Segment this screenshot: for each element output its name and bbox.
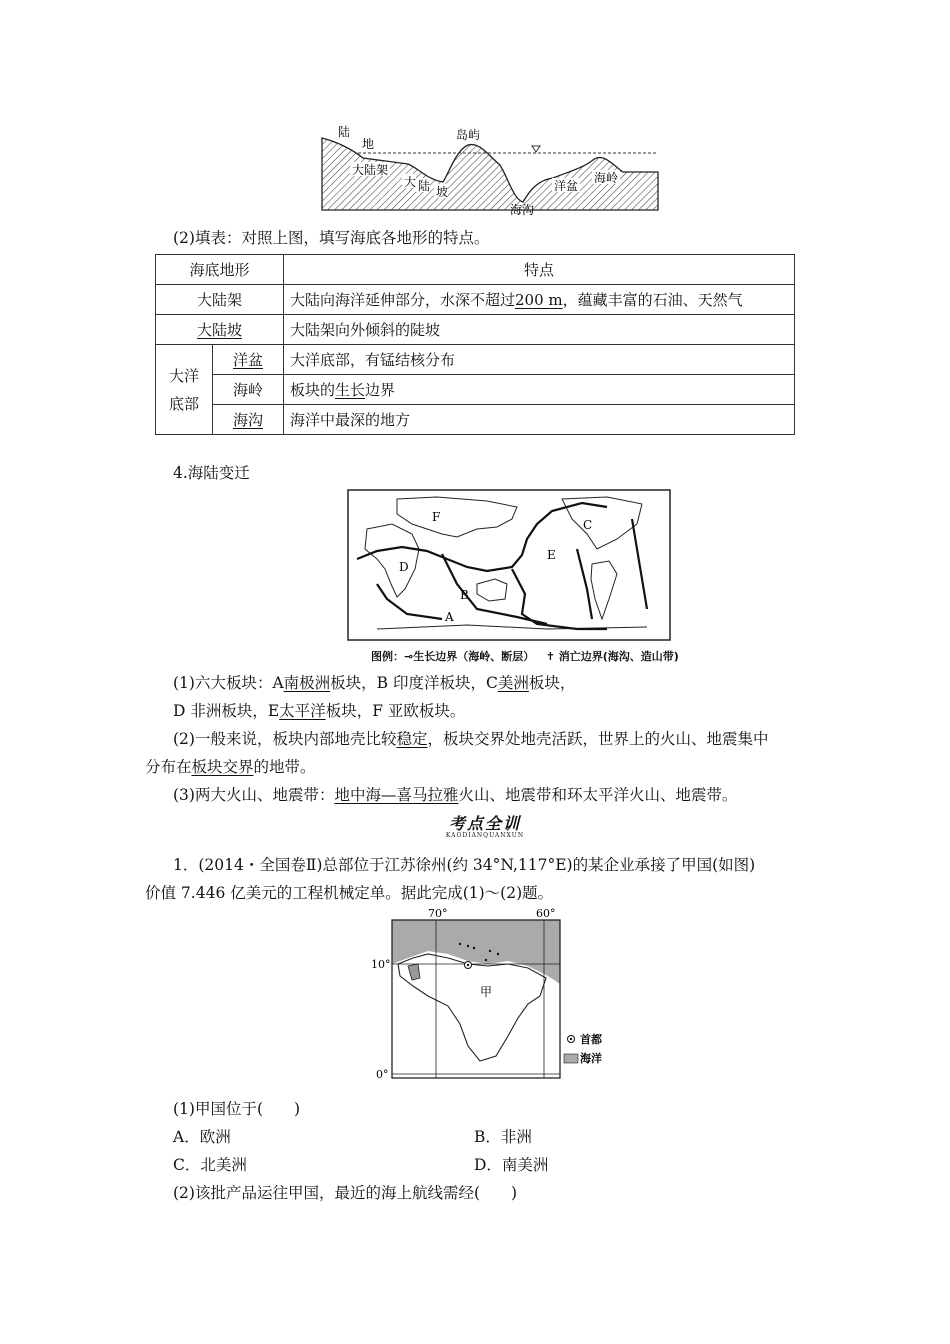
table-row	[156, 405, 795, 435]
plate-boundary-map	[347, 489, 671, 641]
plate-label-F: F	[432, 510, 441, 524]
label-land2: 地	[362, 137, 375, 151]
cell-desc: 大陆架向外倾斜的陡坡	[284, 315, 795, 345]
country-jia-outline	[398, 954, 546, 1061]
destroy-boundary-icon: ✝	[545, 650, 555, 663]
grow-boundary-icon: ⊸	[404, 650, 414, 663]
lon-label-60: 60°	[536, 907, 556, 920]
option-C[interactable]: C．北美洲	[173, 1156, 247, 1174]
plate-label-D: D	[399, 560, 409, 574]
cell-name: 海岭	[213, 375, 284, 405]
plate-label-C: C	[583, 518, 593, 532]
para-crust-1: (2)一般来说，板块内部地壳比较稳定，板块交界处地壳活跃，世界上的火山、地震集中	[173, 730, 769, 748]
subquestion-1: (1)甲国位于( )	[173, 1100, 301, 1118]
label-ridge: 海岭	[594, 171, 619, 185]
question1-line1: 1．(2014・全国卷Ⅱ)总部位于江苏徐州(约 34°N,117°E)的某企业承接了甲国(如图)	[173, 856, 756, 874]
label-slope2: 陆	[418, 179, 431, 193]
country-label-jia: 甲	[480, 985, 493, 999]
lat-label-0: 0°	[376, 1068, 389, 1081]
cell-desc: 大洋底部，有锰结核分布	[284, 345, 795, 375]
option-B[interactable]: B．非洲	[474, 1128, 532, 1146]
country-jia-map	[368, 906, 618, 1086]
cell-name: 洋盆	[213, 345, 284, 375]
banner-subtitle: KAODIANQUANXUN	[445, 832, 525, 839]
table-row	[156, 345, 795, 375]
label-trench: 海沟	[510, 203, 535, 216]
section-banner	[430, 811, 540, 839]
header-terrain: 海底地形	[156, 255, 284, 285]
para-plates-1: (1)六大板块：A南极洲板块，B 印度洋板块，C美洲板块，	[173, 674, 576, 692]
table-header-row	[156, 255, 795, 285]
lon-label-70: 70°	[428, 907, 448, 920]
cell-desc: 大陆向海洋延伸部分，水深不超过200 m，蕴藏丰富的石油、天然气	[284, 285, 795, 315]
plate-label-B: B	[460, 588, 469, 602]
ocean-legend-label: 海洋	[580, 1052, 602, 1065]
para-plates-2: D 非洲板块，E太平洋板块，F 亚欧板块。	[173, 702, 466, 720]
cell-name: 大陆坡	[156, 315, 284, 345]
lat-label-10: 10°	[371, 958, 391, 971]
table-row	[156, 285, 795, 315]
cell-desc: 海洋中最深的地方	[284, 405, 795, 435]
ocean-legend-swatch	[564, 1054, 578, 1063]
para-crust-2: 分布在板块交界的地带。	[145, 758, 316, 776]
cell-name: 大陆架	[156, 285, 284, 315]
label-land1: 陆	[338, 125, 351, 139]
q2-intro: (2)填表：对照上图，填写海底各地形的特点。	[173, 229, 490, 247]
table-row	[156, 375, 795, 405]
option-A[interactable]: A．欧洲	[173, 1128, 231, 1146]
capital-legend-label: 首都	[580, 1033, 602, 1046]
table-row	[156, 315, 795, 345]
plate-label-E: E	[547, 548, 556, 562]
label-basin: 洋盆	[554, 179, 579, 193]
question1-line2: 价值 7.446 亿美元的工程机械定单。据此完成(1)～(2)题。	[145, 884, 554, 902]
para-belts: (3)两大火山、地震带：地中海—喜马拉雅火山、地震带和环太平洋火山、地震带。	[173, 786, 738, 804]
ocean-floor-profile-diagram	[318, 120, 663, 216]
plate-map-legend: 图例：⊸生长边界（海岭、断层） ✝ 消亡边界(海沟、造山带)	[371, 650, 679, 663]
label-shelf: 大陆架	[352, 163, 389, 177]
cell-desc: 板块的生长边界	[284, 375, 795, 405]
option-D[interactable]: D．南美洲	[474, 1156, 549, 1174]
plate-label-A: A	[445, 610, 454, 624]
subquestion-2: (2)该批产品运往甲国，最近的海上航线需经( )	[173, 1184, 518, 1202]
label-slope1: 大	[404, 175, 417, 189]
cell-name: 海沟	[213, 405, 284, 435]
label-island: 岛屿	[456, 128, 481, 142]
banner-title: 考点全训	[448, 814, 521, 833]
label-slope3: 坡	[436, 185, 449, 199]
cell-group: 大洋 底部	[156, 345, 213, 435]
section4-title: 4.海陆变迁	[173, 464, 250, 482]
header-feature: 特点	[284, 255, 795, 285]
seafloor-terrain-table	[155, 254, 795, 435]
